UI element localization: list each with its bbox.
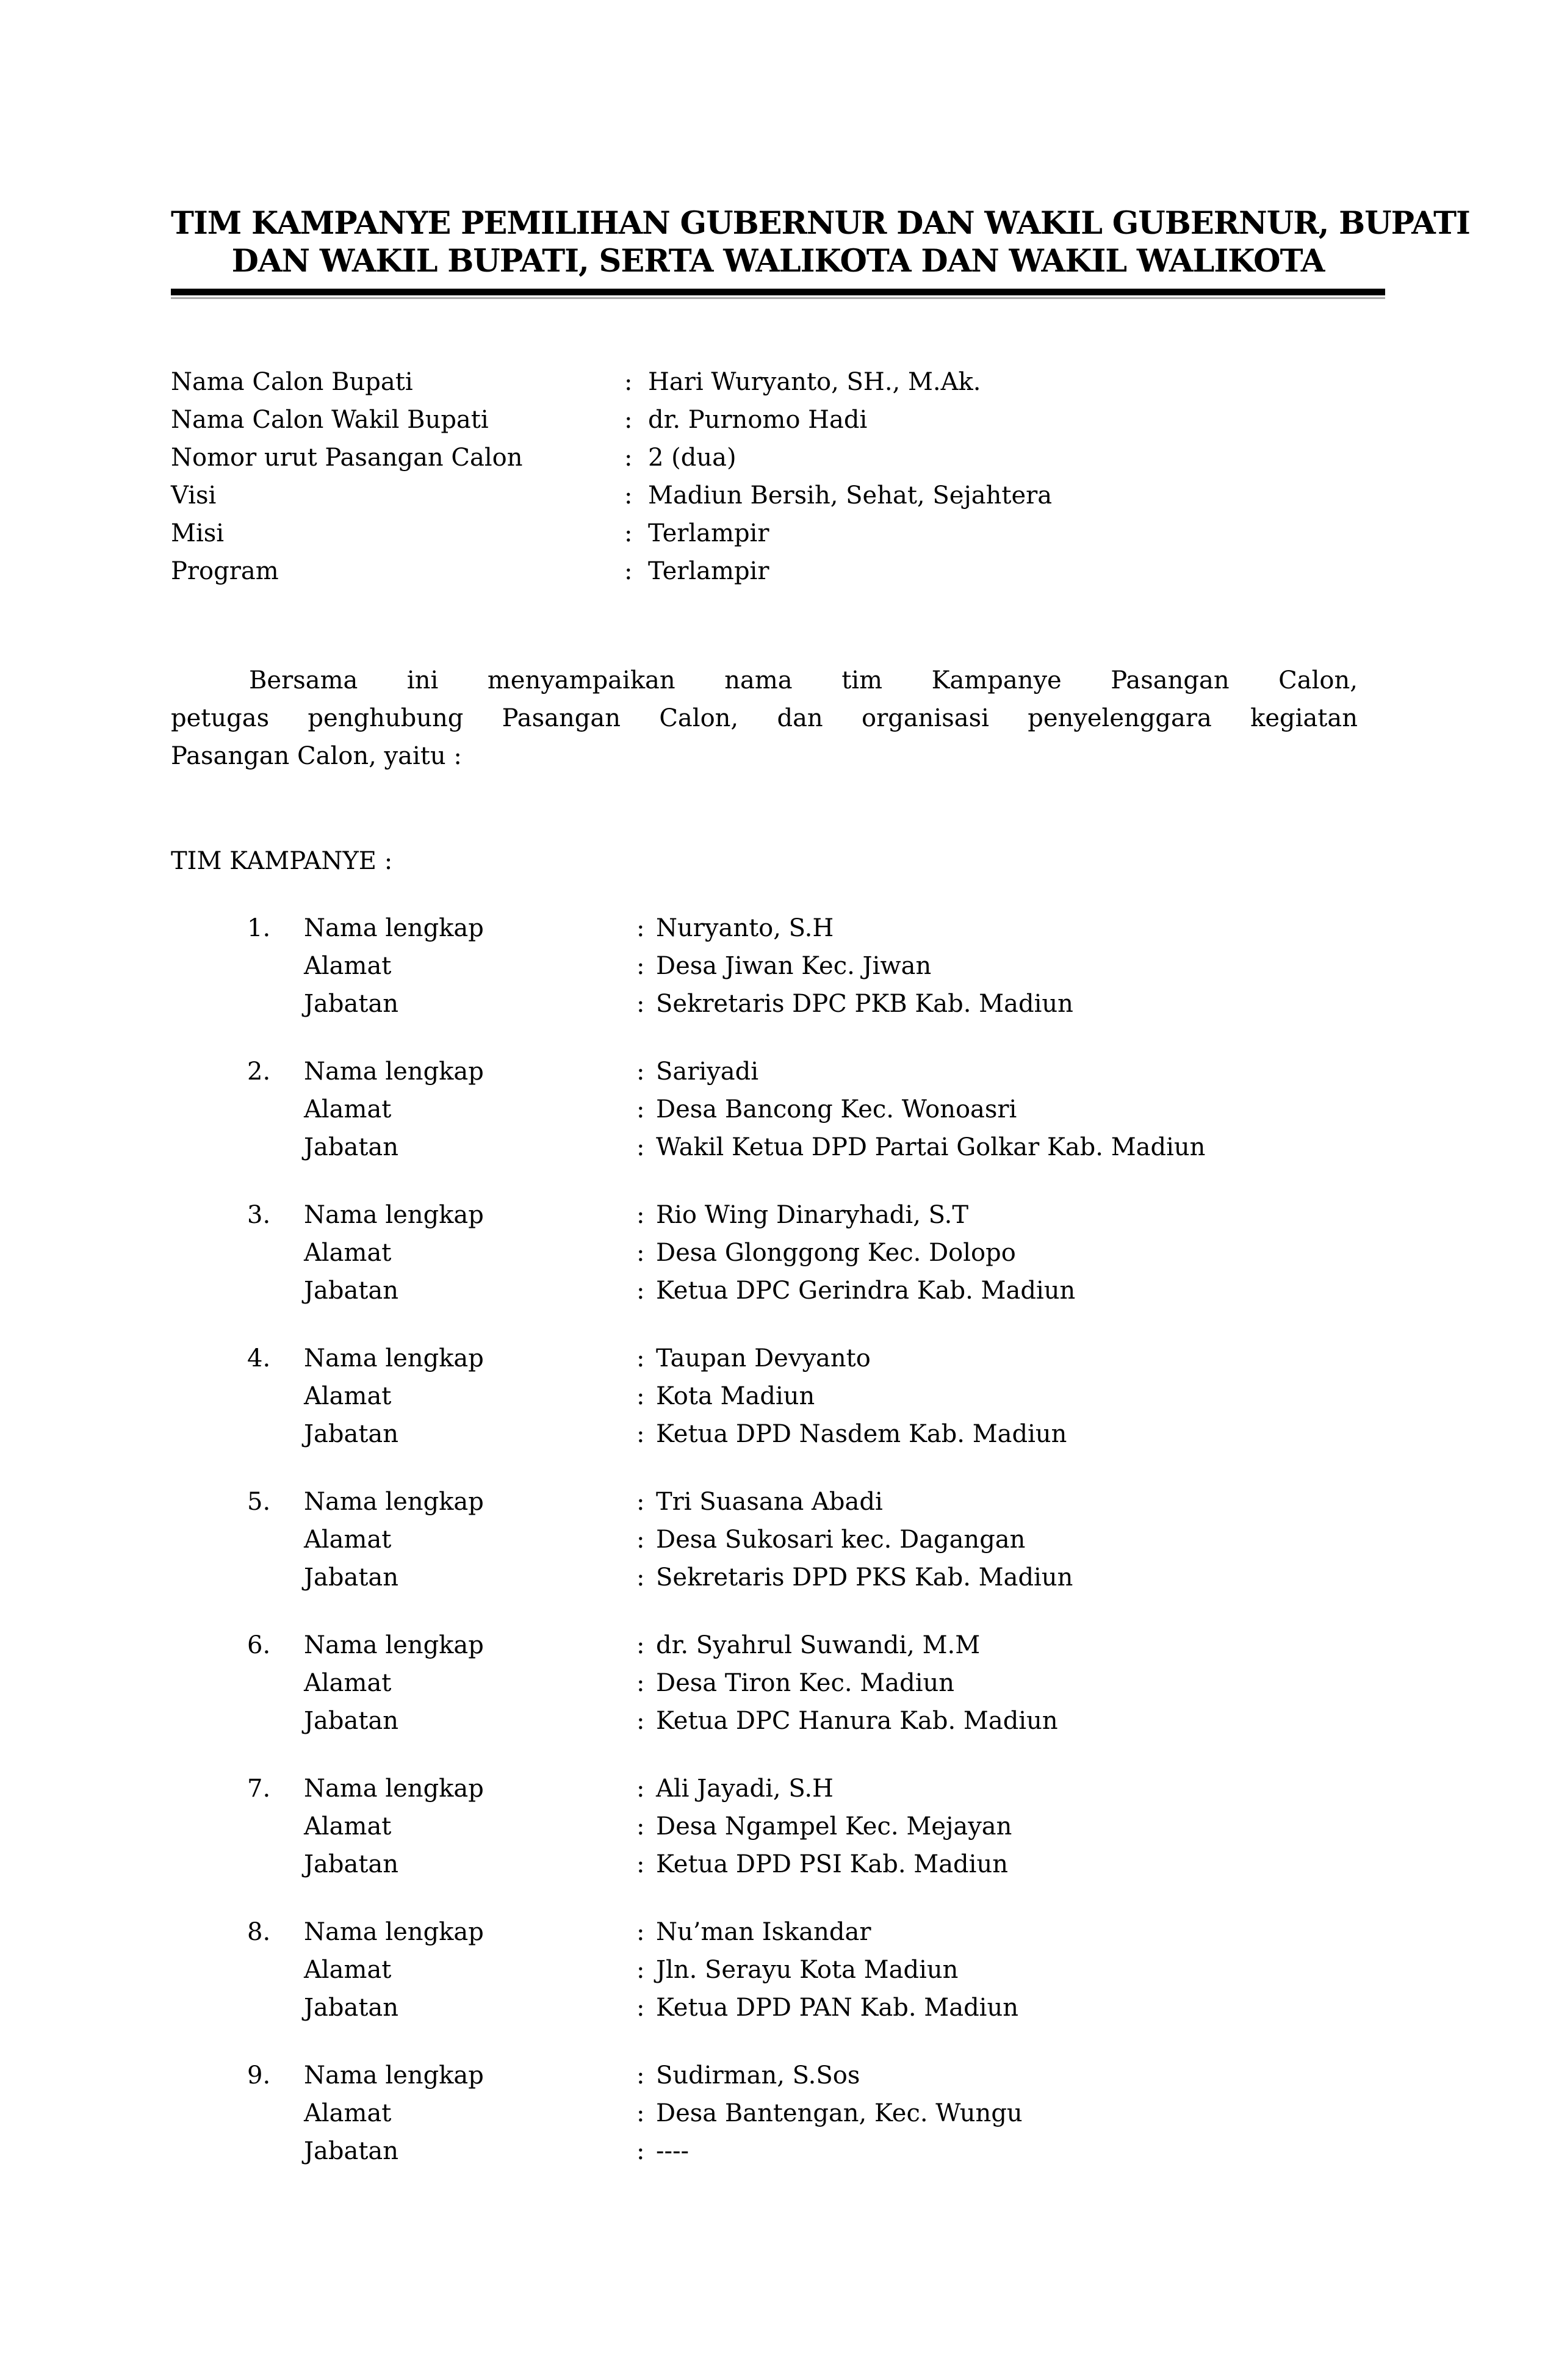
member-name-value: Sariyadi — [656, 1058, 759, 1086]
intro-paragraph — [171, 662, 1358, 775]
member-name-label: Nama lengkap — [304, 1918, 484, 1946]
member-position-row — [247, 1702, 1385, 1740]
member-address-value: Desa Glonggong Kec. Dolopo — [656, 1239, 1016, 1267]
colon-separator: : — [636, 1095, 645, 1123]
candidate-info-row — [171, 552, 1385, 590]
colon-separator: : — [636, 1526, 645, 1554]
candidate-info-row — [171, 514, 1385, 552]
document-title-line2: DAN WAKIL BUPATI, SERTA WALIKOTA DAN WAKIL WALIKOTA — [231, 243, 1325, 279]
member-address-value: Desa Jiwan Kec. Jiwan — [656, 952, 932, 980]
candidate-info-row — [171, 363, 1385, 401]
member-position-value: Ketua DPD PAN Kab. Madiun — [656, 1994, 1018, 2022]
intro-paragraph-line3: Pasangan Calon, yaitu : — [171, 742, 462, 770]
member-position-value: ---- — [656, 2137, 690, 2165]
colon-separator: : — [636, 1420, 645, 1448]
member-number-spacer — [247, 1808, 304, 1845]
member-number-spacer — [247, 1091, 304, 1128]
member-position-label: Jabatan — [304, 1133, 399, 1161]
member-position-value: Wakil Ketua DPD Partai Golkar Kab. Madiun — [656, 1133, 1206, 1161]
member-number: 3. — [247, 1201, 271, 1229]
colon-separator: : — [636, 1201, 645, 1229]
info-label-nomor-urut: Nomor urut Pasangan Calon — [171, 444, 523, 472]
section-heading-tim-kampanye: TIM KAMPANYE : — [171, 847, 393, 875]
team-member-entry — [171, 1626, 1385, 1740]
member-address-label: Alamat — [304, 1382, 392, 1410]
member-number: 1. — [247, 914, 271, 942]
member-name-row — [247, 1196, 1385, 1234]
member-position-row — [247, 985, 1385, 1023]
team-members-list — [171, 909, 1385, 2170]
member-position-row — [247, 1128, 1385, 1166]
colon-separator: : — [636, 1956, 645, 1984]
member-position-row — [247, 1272, 1385, 1310]
info-value-nama-calon-wakil-bupati: dr. Purnomo Hadi — [648, 406, 868, 434]
colon-separator: : — [636, 1707, 645, 1735]
member-name-value: Taupan Devyanto — [656, 1344, 871, 1372]
team-member-entry — [171, 1196, 1385, 1310]
member-number: 8. — [247, 1918, 271, 1946]
document-title-line1: TIM KAMPANYE PEMILIHAN GUBERNUR DAN WAKIL GUBERNUR, BUPATI — [171, 205, 1470, 242]
colon-separator: : — [636, 1344, 645, 1372]
member-position-label: Jabatan — [304, 1850, 399, 1878]
member-address-label: Alamat — [304, 1956, 392, 1984]
member-position-label: Jabatan — [304, 2137, 399, 2165]
member-position-value: Ketua DPD Nasdem Kab. Madiun — [656, 1420, 1067, 1448]
member-name-row — [247, 1913, 1385, 1951]
member-number-spacer — [247, 1128, 304, 1166]
title-underline-rule — [171, 289, 1385, 299]
member-position-value: Ketua DPC Gerindra Kab. Madiun — [656, 1277, 1076, 1305]
team-member-entry — [171, 1770, 1385, 1883]
member-name-label: Nama lengkap — [304, 1488, 484, 1516]
team-member-entry — [171, 909, 1385, 1023]
info-value-nama-calon-bupati: Hari Wuryanto, SH., M.Ak. — [648, 368, 981, 396]
colon-separator: : — [636, 1277, 645, 1305]
colon-separator: : — [636, 1812, 645, 1841]
member-name-label: Nama lengkap — [304, 1201, 484, 1229]
member-address-value: Desa Ngampel Kec. Mejayan — [656, 1812, 1012, 1841]
member-address-row — [247, 1951, 1385, 1989]
member-address-row — [247, 1377, 1385, 1415]
member-address-label: Alamat — [304, 1669, 392, 1697]
member-number-spacer — [247, 1702, 304, 1740]
member-number-spacer — [247, 2132, 304, 2170]
member-position-row — [247, 2132, 1385, 2170]
candidate-info-row — [171, 401, 1385, 439]
member-name-value: Sudirman, S.Sos — [656, 2061, 860, 2090]
member-position-row — [247, 1559, 1385, 1596]
colon-separator: : — [636, 2137, 645, 2165]
info-label-visi: Visi — [171, 481, 217, 510]
team-member-entry — [171, 2057, 1385, 2170]
member-position-row — [247, 1845, 1385, 1883]
member-position-row — [247, 1989, 1385, 2027]
member-position-label: Jabatan — [304, 1707, 399, 1735]
candidate-info-row — [171, 477, 1385, 514]
candidate-info-row — [171, 439, 1385, 477]
member-address-row — [247, 1808, 1385, 1845]
member-number-spacer — [247, 1559, 304, 1596]
member-address-label: Alamat — [304, 1526, 392, 1554]
info-value-program: Terlampir — [648, 557, 769, 585]
candidate-info-block — [171, 363, 1385, 590]
member-name-value: Nu’man Iskandar — [656, 1918, 871, 1946]
member-address-row — [247, 1521, 1385, 1559]
member-number-spacer — [247, 1272, 304, 1310]
colon-separator: : — [624, 406, 633, 434]
info-label-misi: Misi — [171, 519, 225, 547]
member-name-row — [247, 1483, 1385, 1521]
member-name-label: Nama lengkap — [304, 914, 484, 942]
member-number: 7. — [247, 1775, 271, 1803]
member-position-label: Jabatan — [304, 990, 399, 1018]
member-name-row — [247, 2057, 1385, 2094]
colon-separator: : — [624, 481, 633, 510]
member-position-row — [247, 1415, 1385, 1453]
colon-separator: : — [636, 1775, 645, 1803]
colon-separator: : — [636, 1382, 645, 1410]
colon-separator: : — [624, 557, 633, 585]
member-address-value: Desa Tiron Kec. Madiun — [656, 1669, 955, 1697]
team-member-entry — [171, 1913, 1385, 2027]
member-name-value: Nuryanto, S.H — [656, 914, 834, 942]
member-name-row — [247, 1053, 1385, 1091]
member-position-label: Jabatan — [304, 1420, 399, 1448]
member-number: 5. — [247, 1488, 271, 1516]
intro-paragraph-line1: Bersama ini menyampaikan nama tim Kampanye Pasangan Calon, — [249, 666, 1358, 694]
colon-separator: : — [636, 1850, 645, 1878]
member-name-label: Nama lengkap — [304, 1631, 484, 1659]
colon-separator: : — [636, 1058, 645, 1086]
member-number-spacer — [247, 985, 304, 1023]
colon-separator: : — [636, 1133, 645, 1161]
member-address-label: Alamat — [304, 1812, 392, 1841]
member-position-value: Sekretaris DPD PKS Kab. Madiun — [656, 1563, 1073, 1592]
member-name-value: Ali Jayadi, S.H — [656, 1775, 834, 1803]
info-label-program: Program — [171, 557, 279, 585]
document-title — [171, 204, 1470, 280]
member-address-value: Desa Sukosari kec. Dagangan — [656, 1526, 1026, 1554]
member-position-label: Jabatan — [304, 1994, 399, 2022]
colon-separator: : — [636, 1669, 645, 1697]
member-number-spacer — [247, 1951, 304, 1989]
member-number-spacer — [247, 947, 304, 985]
colon-separator: : — [636, 1563, 645, 1592]
member-name-label: Nama lengkap — [304, 1344, 484, 1372]
team-member-entry — [171, 1483, 1385, 1596]
colon-separator: : — [636, 914, 645, 942]
colon-separator: : — [636, 1918, 645, 1946]
info-label-nama-calon-wakil-bupati: Nama Calon Wakil Bupati — [171, 406, 489, 434]
member-number: 9. — [247, 2061, 271, 2090]
member-number-spacer — [247, 1521, 304, 1559]
member-position-label: Jabatan — [304, 1277, 399, 1305]
member-number-spacer — [247, 1377, 304, 1415]
member-name-value: dr. Syahrul Suwandi, M.M — [656, 1631, 981, 1659]
member-address-value: Desa Bantengan, Kec. Wungu — [656, 2099, 1023, 2127]
member-number-spacer — [247, 1234, 304, 1272]
member-name-row — [247, 909, 1385, 947]
member-name-value: Rio Wing Dinaryhadi, S.T — [656, 1201, 968, 1229]
member-address-row — [247, 2094, 1385, 2132]
document-header — [171, 204, 1470, 299]
member-name-label: Nama lengkap — [304, 1058, 484, 1086]
member-name-row — [247, 1770, 1385, 1808]
team-member-entry — [171, 1340, 1385, 1453]
member-address-row — [247, 947, 1385, 985]
colon-separator: : — [624, 368, 633, 396]
member-number: 6. — [247, 1631, 271, 1659]
colon-separator: : — [636, 1631, 645, 1659]
member-address-value: Kota Madiun — [656, 1382, 815, 1410]
member-number-spacer — [247, 1415, 304, 1453]
member-number-spacer — [247, 2094, 304, 2132]
team-member-entry — [171, 1053, 1385, 1166]
colon-separator: : — [636, 952, 645, 980]
colon-separator: : — [636, 1994, 645, 2022]
member-address-row — [247, 1664, 1385, 1702]
colon-separator: : — [636, 1488, 645, 1516]
member-position-value: Ketua DPC Hanura Kab. Madiun — [656, 1707, 1058, 1735]
member-number-spacer — [247, 1989, 304, 2027]
member-name-label: Nama lengkap — [304, 1775, 484, 1803]
info-value-visi: Madiun Bersih, Sehat, Sejahtera — [648, 481, 1053, 510]
member-position-value: Sekretaris DPC PKB Kab. Madiun — [656, 990, 1073, 1018]
member-address-label: Alamat — [304, 1095, 392, 1123]
intro-paragraph-line2: petugas penghubung Pasangan Calon, dan organisasi penyelenggara kegiatan — [171, 704, 1358, 732]
colon-separator: : — [624, 519, 633, 547]
member-name-row — [247, 1340, 1385, 1377]
member-name-value: Tri Suasana Abadi — [656, 1488, 883, 1516]
colon-separator: : — [636, 2099, 645, 2127]
info-label-nama-calon-bupati: Nama Calon Bupati — [171, 368, 413, 396]
member-address-value: Desa Bancong Kec. Wonoasri — [656, 1095, 1017, 1123]
member-address-label: Alamat — [304, 952, 392, 980]
member-position-value: Ketua DPD PSI Kab. Madiun — [656, 1850, 1008, 1878]
member-address-label: Alamat — [304, 1239, 392, 1267]
info-value-misi: Terlampir — [648, 519, 769, 547]
member-number-spacer — [247, 1664, 304, 1702]
info-value-nomor-urut: 2 (dua) — [648, 444, 737, 472]
colon-separator: : — [636, 990, 645, 1018]
colon-separator: : — [636, 2061, 645, 2090]
member-name-row — [247, 1626, 1385, 1664]
member-number: 2. — [247, 1058, 271, 1086]
member-name-label: Nama lengkap — [304, 2061, 484, 2090]
member-number: 4. — [247, 1344, 271, 1372]
member-address-row — [247, 1234, 1385, 1272]
member-address-row — [247, 1091, 1385, 1128]
member-address-value: Jln. Serayu Kota Madiun — [656, 1956, 959, 1984]
member-position-label: Jabatan — [304, 1563, 399, 1592]
member-address-label: Alamat — [304, 2099, 392, 2127]
member-number-spacer — [247, 1845, 304, 1883]
colon-separator: : — [624, 444, 633, 472]
colon-separator: : — [636, 1239, 645, 1267]
